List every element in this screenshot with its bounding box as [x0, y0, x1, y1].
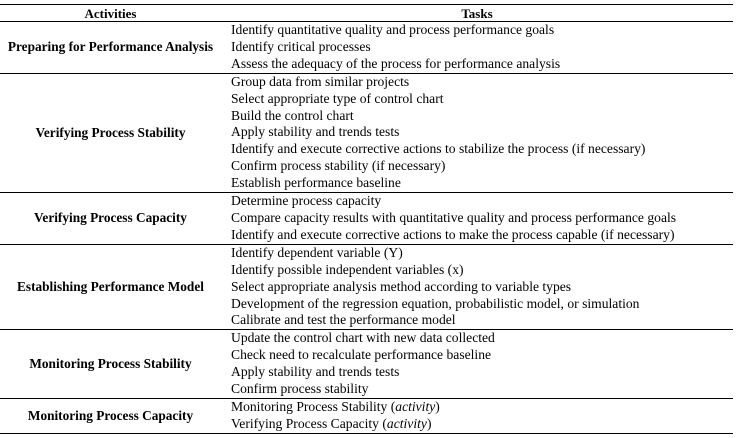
header-row: [0, 5, 733, 22]
activities-tasks-table: [0, 4, 733, 434]
table-header: [0, 5, 733, 22]
activity-cell: Verifying Process Capacity: [34, 210, 187, 226]
table-row: [0, 398, 733, 433]
table-row: [0, 244, 733, 330]
tasks-cell: [221, 73, 733, 192]
task-item: Development of the regression equation, probabilistic model, or simulation: [231, 295, 640, 311]
task-item: Monitoring Process Stability (activity): [231, 398, 440, 414]
activity-cell: Preparing for Performance Analysis: [7, 39, 214, 55]
tasks-cell: [221, 244, 733, 330]
task-item: Assess the adequacy of the process for performance analysis: [231, 55, 561, 71]
task-item: Build the control chart: [231, 107, 354, 123]
task-item: Check need to recalculate performance baseline: [231, 347, 492, 363]
task-text: Verifying Process Capacity: [231, 415, 383, 431]
activity-cell: Verifying Process Stability: [35, 124, 186, 140]
task-item: Select appropriate type of control chart: [231, 90, 444, 106]
tasks-cell: [221, 398, 733, 433]
tasks-cell: [221, 330, 733, 399]
activity-cell: Establishing Performance Model: [17, 279, 204, 295]
table-row: [0, 330, 733, 399]
task-note: activity: [395, 398, 436, 414]
task-item: Update the control chart with new data collected: [231, 330, 495, 346]
table-row: [0, 73, 733, 192]
task-item: Select appropriate analysis method according to variable types: [231, 278, 572, 294]
task-item: Identify possible independent variables (x): [231, 261, 464, 277]
task-item: Determine process capacity: [231, 193, 382, 209]
task-item: Apply stability and trends tests: [231, 124, 400, 140]
task-item: Group data from similar projects: [231, 73, 410, 89]
tasks-cell: [221, 193, 733, 245]
task-text: Monitoring Process Stability: [231, 398, 391, 414]
task-item: Identify quantitative quality and process performance goals: [231, 22, 555, 37]
task-item: Identify dependent variable (Y): [231, 244, 403, 260]
table-row: [0, 193, 733, 245]
tasks-column-header: Tasks: [221, 5, 733, 22]
task-item: Identify and execute corrective actions to make the process capable (if necessary): [231, 226, 675, 242]
task-item: Confirm process stability (if necessary): [231, 158, 446, 174]
activities-column-header: Activities: [0, 5, 221, 22]
task-item: Calibrate and test the performance model: [231, 312, 456, 328]
task-item: Confirm process stability: [231, 381, 369, 397]
task-item: Verifying Process Capacity (activity): [231, 415, 432, 431]
table-row: [0, 22, 733, 74]
activity-cell: Monitoring Process Stability: [29, 356, 192, 372]
task-item: Identify and execute corrective actions to stabilize the process (if necessary): [231, 141, 646, 157]
task-note: activity: [386, 415, 427, 431]
tasks-cell: [221, 22, 733, 74]
task-item: Establish performance baseline: [231, 175, 401, 191]
table-body: [0, 22, 733, 434]
task-item: Apply stability and trends tests: [231, 364, 400, 380]
activity-cell: Monitoring Process Capacity: [27, 407, 194, 423]
task-item: Identify critical processes: [231, 38, 371, 54]
task-item: Compare capacity results with quantitative quality and process performance goals: [231, 209, 677, 225]
